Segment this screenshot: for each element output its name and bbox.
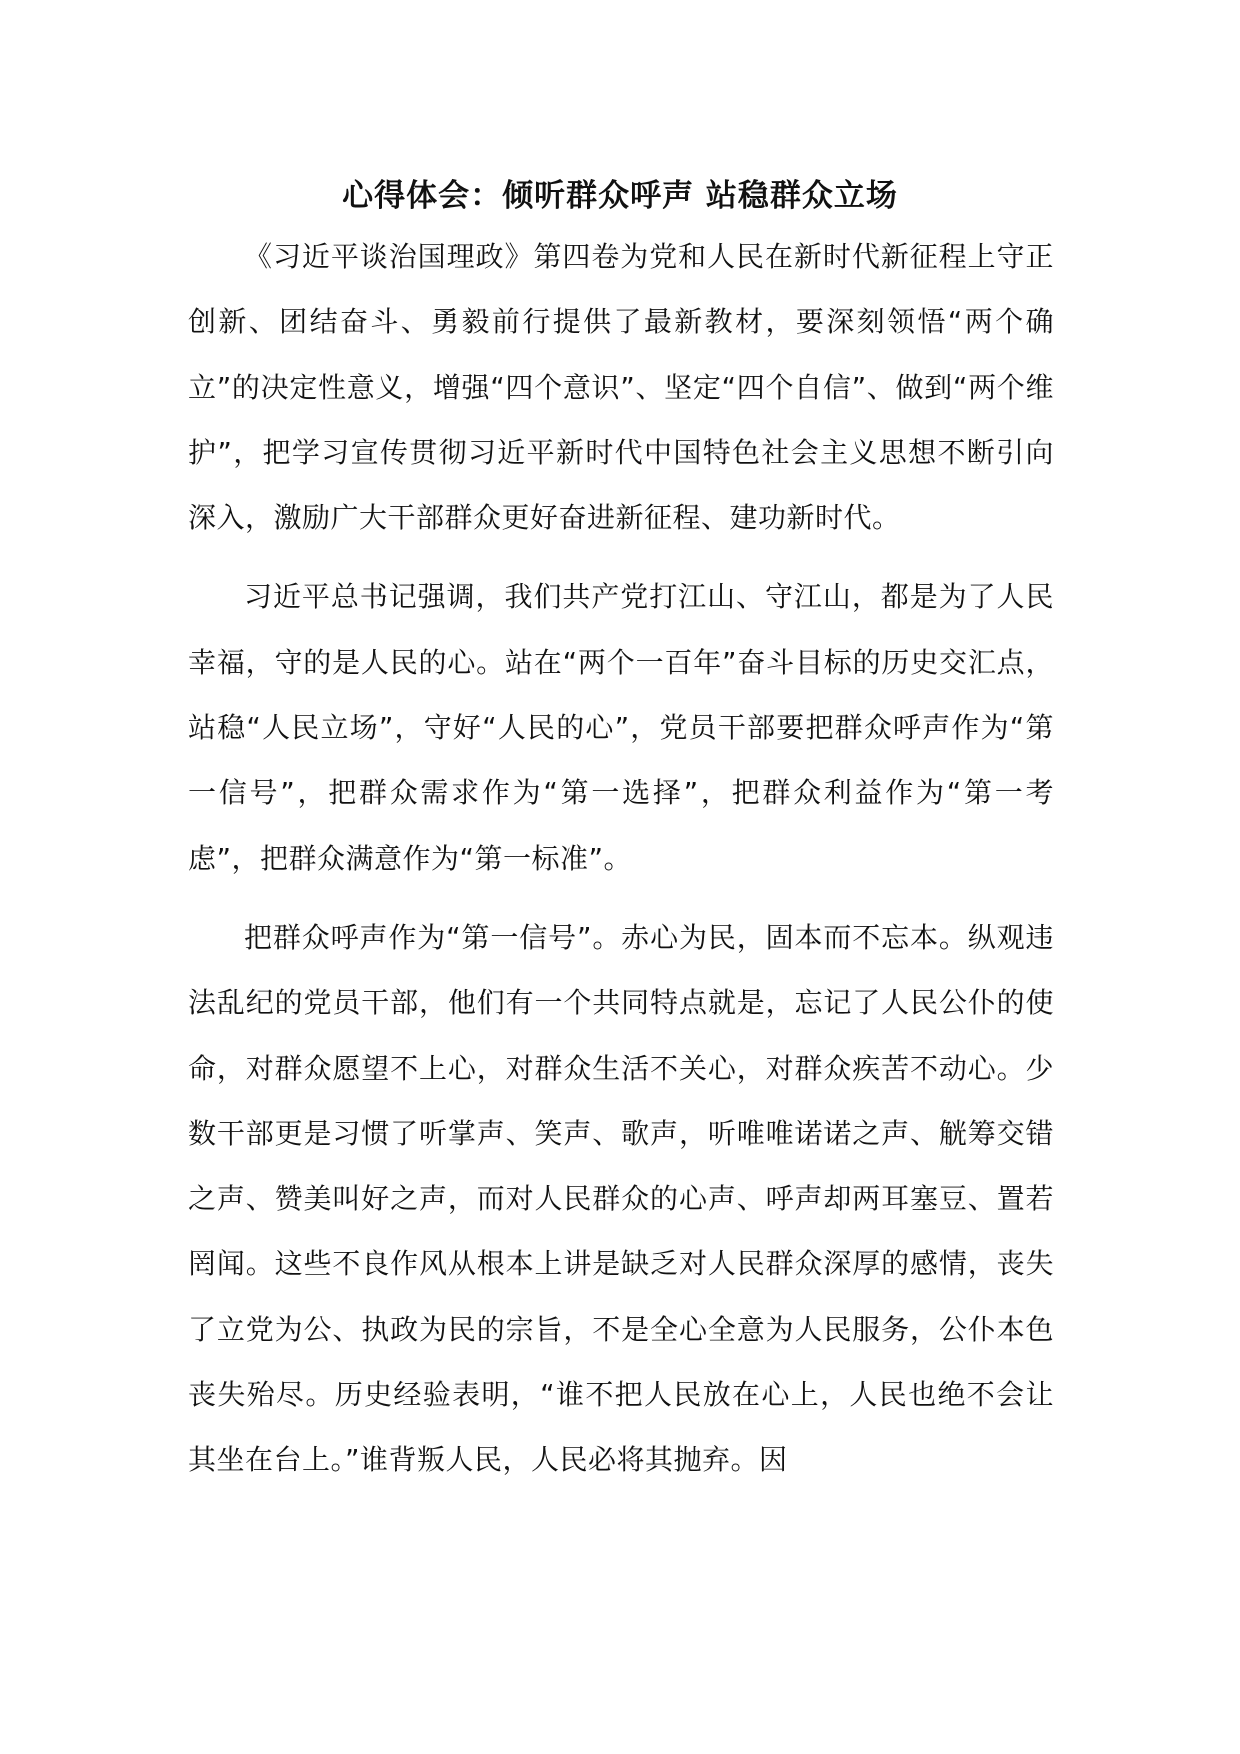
document-body (188, 224, 1054, 1507)
paragraph-2: 习近平总书记强调，我们共产党打江山、守江山，都是为了人民幸福，守的是人民的心。站在“两个一百年”奋斗目标的历史交汇点，站稳“人民立场”，守好“人民的心”，党员干部要把群众呼声作为“第一信号”，把群众需求作为“第一选择”，把群众利益作为“第一考虑”，把群众满意作为“第一标准”。 (188, 580, 1054, 875)
paragraph-3: 把群众呼声作为“第一信号”。赤心为民，固本而不忘本。纵观违法乱纪的党员干部，他们有一个共同特点就是，忘记了人民公仆的使命，对群众愿望不上心，对群众生活不关心，对群众疾苦不动心。少数干部更是习惯了听掌声、笑声、歌声，听唯唯诺诺之声、觥筹交错之声、赞美叫好之声，而对人民群众的心声、呼声却两耳塞豆、置若罔闻。这些不良作风从根本上讲是缺乏对人民群众深厚的感情，丧失了立党为公、执政为民的宗旨，不是全心全意为人民服务，公仆本色丧失殆尽。历史经验表明，“谁不把人民放在心上，人民也绝不会让其坐在台上。”谁背叛人民，人民必将其抛弃。因 (188, 920, 1054, 1477)
document-title: 心得体会：倾听群众呼声 站稳群众立场 (342, 178, 898, 214)
paragraph-1: 《习近平谈治国理政》第四卷为党和人民在新时代新征程上守正创新、团结奋斗、勇毅前行提供了最新教材，要深刻领悟“两个确立”的决定性意义，增强“四个意识”、坚定“四个自信”、做到“两个维护”，把学习宣传贯彻习近平新时代中国特色社会主义思想不断引向深入，激励广大干部群众更好奋进新征程、建功新时代。 (188, 240, 1054, 535)
